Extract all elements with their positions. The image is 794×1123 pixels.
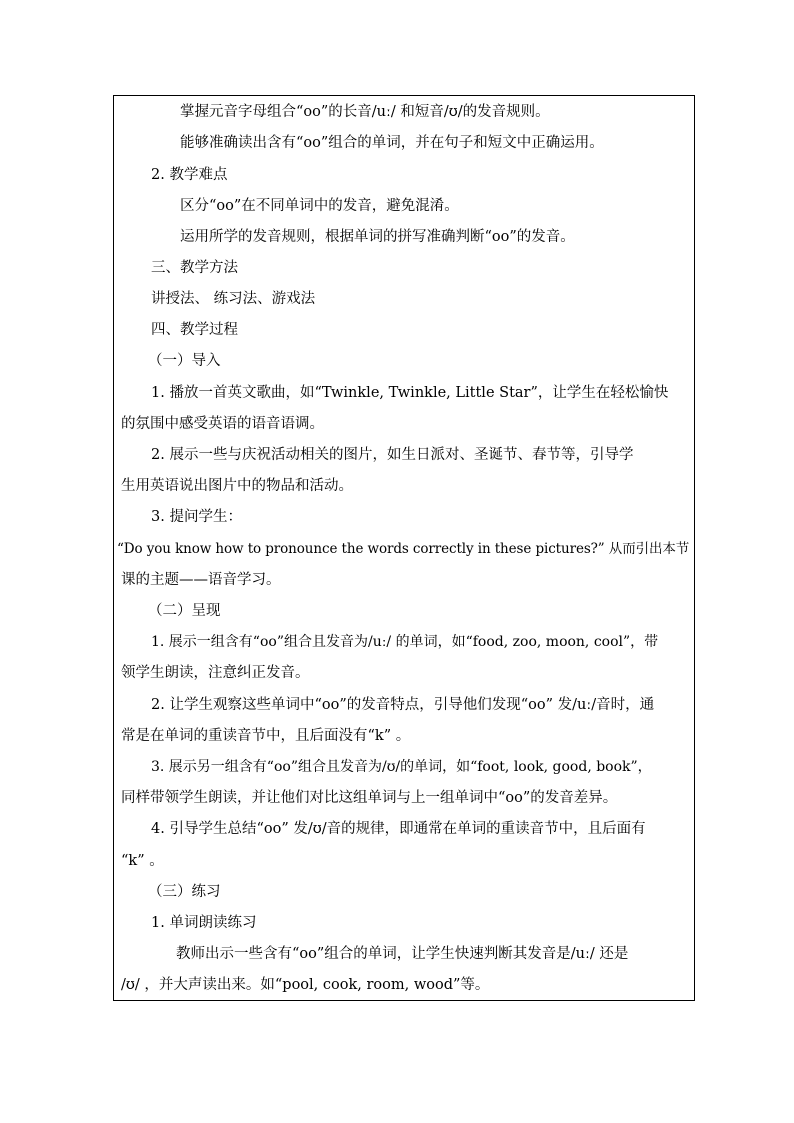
section-heading: 三、教学方法 bbox=[151, 260, 238, 276]
text-line: 教师出示一些含有“oo”组合的单词，让学生快速判断其发音是/uː/ 还是 bbox=[176, 946, 629, 962]
text-line: 讲授法、 练习法、游戏法 bbox=[151, 291, 316, 307]
text-line: 3. 提问学生： bbox=[151, 509, 242, 525]
text-line: “k” 。 bbox=[121, 853, 164, 869]
text-line: 运用所学的发音规则，根据单词的拼写准确判断“oo”的发音。 bbox=[180, 229, 575, 245]
text-line: 能够准确读出含有“oo”组合的单词，并在句子和短文中正确运用。 bbox=[180, 135, 604, 151]
text-line: /ʊ/ ，并大声读出来。如“pool, cook, room, wood”等。 bbox=[121, 977, 490, 993]
text-line: 生用英语说出图片中的物品和活动。 bbox=[121, 478, 353, 494]
text-line: 1. 播放一首英文歌曲，如“Twinkle, Twinkle, Little Star”，让学生在轻松愉快 bbox=[151, 385, 669, 401]
text-line: 1. 展示一组含有“oo”组合且发音为/uː/ 的单词，如“food, zoo, moon, cool”，带 bbox=[151, 634, 659, 650]
text-line: 掌握元音字母组合“oo”的长音/uː/ 和短音/ʊ/的发音规则。 bbox=[180, 104, 550, 120]
text-line: 的氛围中感受英语的语音语调。 bbox=[121, 416, 324, 432]
text-line: 2. 让学生观察这些单词中“oo”的发音特点，引导他们发现“oo” 发/uː/音时，通 bbox=[151, 697, 655, 713]
subsection-heading: （一）导入 bbox=[148, 353, 221, 369]
text-line: 同样带领学生朗读，并让他们对比这组单词与上一组单词中“oo”的发音差异。 bbox=[121, 790, 618, 806]
text-line: 1. 单词朗读练习 bbox=[151, 915, 257, 931]
text-line: “Do you know how to pronounce the words correctly in these pictures?” 从而引出本节 bbox=[117, 541, 690, 557]
text-line: 常是在单词的重读音节中，且后面没有“k” 。 bbox=[121, 728, 411, 744]
text-line: 区分“oo”在不同单词中的发音，避免混淆。 bbox=[180, 198, 459, 214]
subsection-heading: （二）呈现 bbox=[148, 603, 221, 619]
text-line: 领学生朗读，注意纠正发音。 bbox=[121, 665, 310, 681]
section-heading: 2. 教学难点 bbox=[151, 167, 228, 183]
text-line: 2. 展示一些与庆祝活动相关的图片，如生日派对、圣诞节、春节等，引导学 bbox=[151, 447, 634, 463]
text-line: 4. 引导学生总结“oo” 发/ʊ/音的规律，即通常在单词的重读音节中，且后面有 bbox=[151, 821, 646, 837]
text-line: 课的主题——语音学习。 bbox=[121, 572, 281, 588]
section-heading: 四、教学过程 bbox=[151, 322, 238, 338]
subsection-heading: （三）练习 bbox=[148, 884, 221, 900]
text-line: 3. 展示另一组含有“oo”组合且发音为/ʊ/的单词，如“foot, look, good, book”， bbox=[151, 759, 652, 775]
